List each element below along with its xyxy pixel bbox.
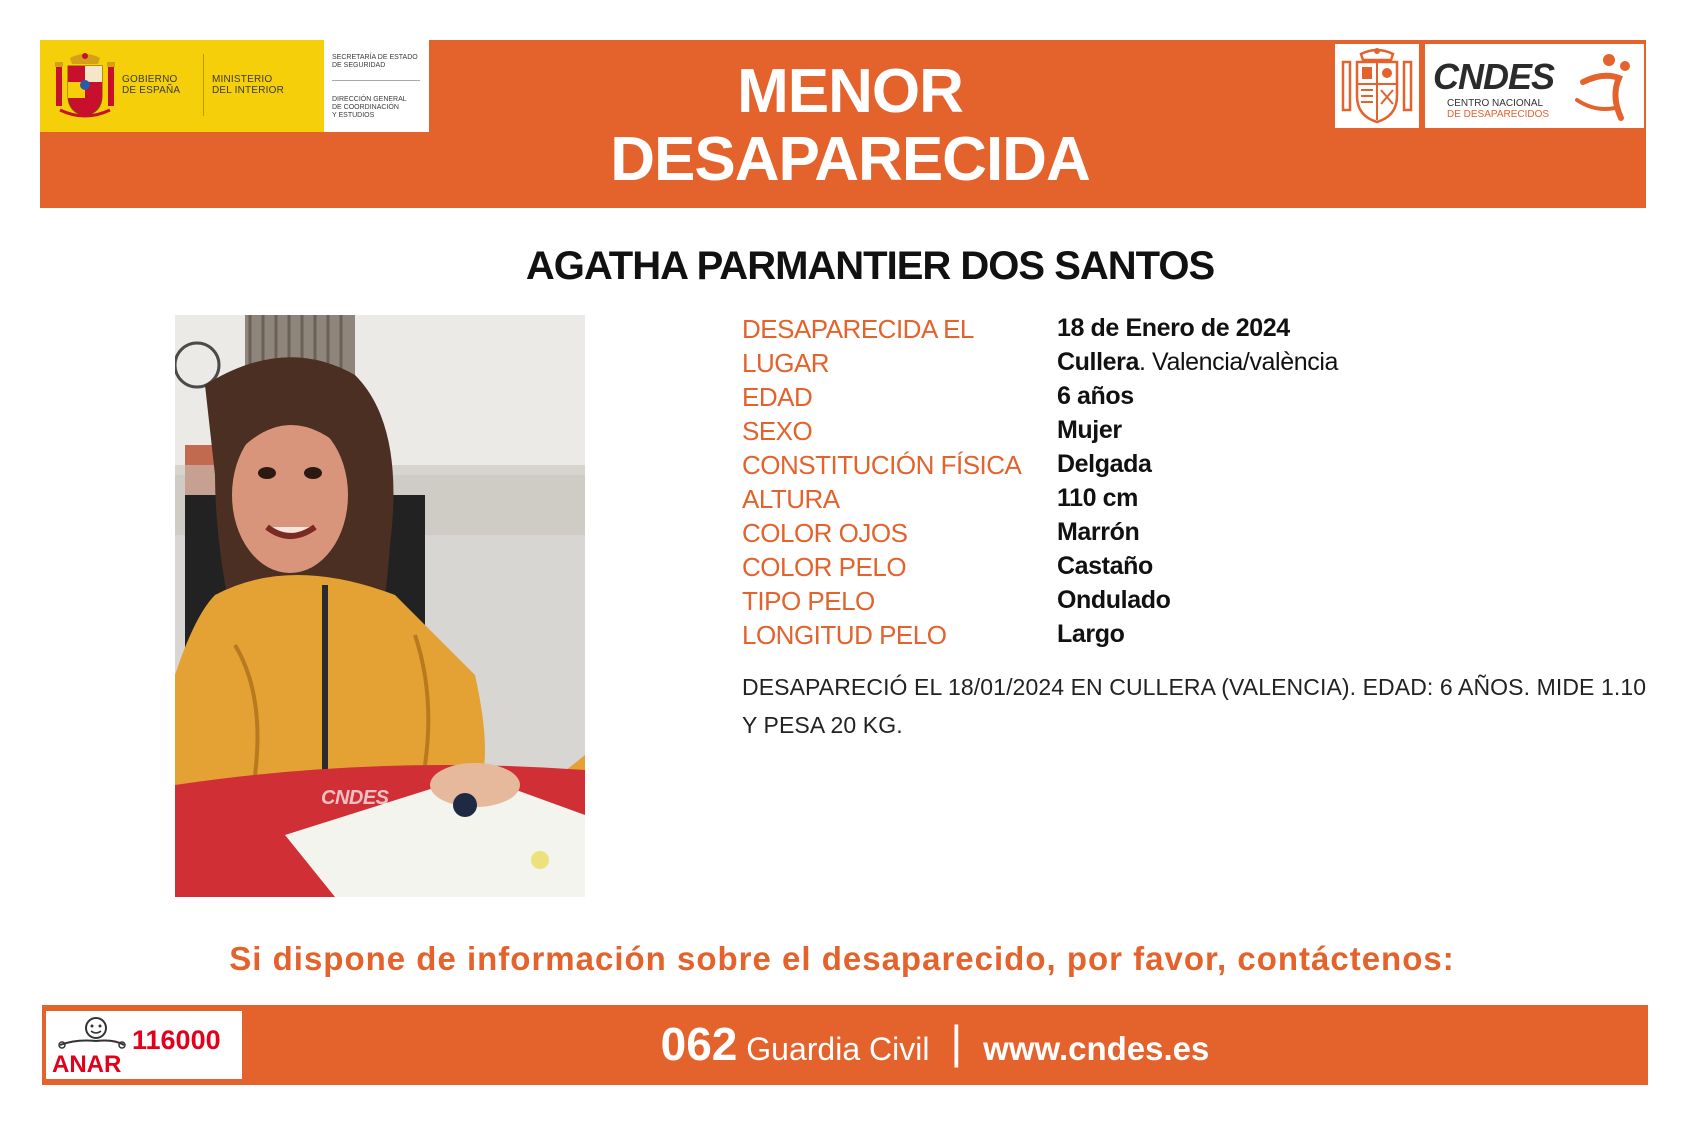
cndes-subtitle-line1: CENTRO NACIONAL: [1447, 98, 1544, 109]
detail-label: COLOR PELO: [742, 552, 907, 582]
government-logo-block: [40, 40, 429, 132]
detail-value: [1057, 484, 1138, 513]
detail-label: LONGITUD PELO: [742, 620, 947, 650]
detail-label: EDAD: [742, 382, 813, 412]
spain-coat-of-arms-icon: [54, 52, 116, 120]
detail-value-text: Ondulado: [1057, 586, 1171, 614]
detail-row-desaparecida: [742, 314, 1642, 348]
gobierno-line1: GOBIERNO: [122, 74, 178, 85]
detail-label: SEXO: [742, 416, 813, 446]
phone-number[interactable]: 062: [660, 1018, 738, 1070]
cndes-logo: [1425, 44, 1644, 128]
escudo-logo: [1335, 44, 1419, 128]
detail-value: [1057, 450, 1151, 479]
detail-value: [1057, 314, 1290, 343]
detail-row-sexo: [742, 416, 1642, 450]
missing-person-name: AGATHA PARMANTIER DOS SANTOS: [525, 244, 1215, 288]
detail-value-region: . Valencia/valència: [1138, 348, 1338, 376]
ministerio-line1: MINISTERIO: [212, 74, 273, 85]
detail-row-lugar: [742, 348, 1642, 382]
title-line2: DESAPARECIDA: [610, 125, 1090, 194]
detail-label: DESAPARECIDA EL: [742, 314, 974, 344]
detail-value-text: Castaño: [1057, 552, 1153, 580]
detail-label: COLOR OJOS: [742, 518, 908, 548]
photo-watermark: CNDES: [321, 787, 389, 809]
secretaria-line1: SECRETARÍA DE ESTADO: [332, 54, 418, 61]
anar-wordmark: ANAR: [52, 1051, 122, 1078]
detail-value: [1057, 620, 1124, 649]
anar-child-icon: [56, 1015, 126, 1055]
detail-row-constitucion: [742, 450, 1642, 484]
ministerio-label: [212, 74, 284, 96]
description-text: DESAPARECIÓ EL 18/01/2024 EN CULLERA (VALENCIA). EDAD: 6 AÑOS. MIDE 1.10 Y PESA 20 KG.: [742, 674, 1647, 738]
direccion-line2: DE COORDINACIÓN: [332, 104, 399, 111]
detail-label: ALTURA: [742, 484, 840, 514]
secretaria-logo: [324, 40, 429, 132]
website-link[interactable]: www.cndes.es: [983, 1030, 1210, 1067]
details-table: [742, 314, 1642, 654]
detail-value: [1057, 586, 1170, 615]
cndes-figure-icon: [1575, 52, 1637, 122]
detail-value: [1057, 416, 1122, 445]
gobierno-ministerio-logo: [40, 40, 324, 132]
contact-line: [222, 1017, 1648, 1071]
contact-prompt: Si dispone de información sobre el desaparecido, por favor, contáctenos:: [229, 940, 1455, 977]
phone-agency: Guardia Civil: [746, 1031, 930, 1067]
detail-value: [1057, 382, 1134, 411]
header-banner: [40, 40, 1646, 208]
anar-phone-number[interactable]: 116000: [132, 1025, 221, 1055]
detail-value-text: 110 cm: [1057, 484, 1139, 512]
detail-value: [1057, 518, 1139, 547]
detail-value: [1057, 552, 1153, 581]
direccion-line3: Y ESTUDIOS: [332, 112, 375, 119]
detail-value-text: Marrón: [1057, 518, 1140, 546]
detail-value-text: 18 de Enero de 2024: [1057, 314, 1290, 342]
detail-label: CONSTITUCIÓN FÍSICA: [742, 450, 1022, 480]
cndes-logo-text: CNDES: [1433, 56, 1555, 97]
coat-of-arms-icon: [1335, 44, 1419, 128]
gobierno-label: [122, 74, 180, 96]
page-title: [420, 58, 1280, 194]
detail-row-longitud-pelo: [742, 620, 1642, 654]
footer-banner: [42, 1005, 1648, 1085]
divider: [332, 80, 420, 81]
title-line1: MENOR: [737, 57, 963, 126]
detail-label: TIPO PELO: [742, 586, 875, 616]
detail-row-color-ojos: [742, 518, 1642, 552]
cndes-subtitle-line2: DE DESAPARECIDOS: [1447, 109, 1550, 120]
detail-value-city: Cullera: [1057, 348, 1139, 376]
separator: |: [950, 1016, 963, 1068]
detail-value-text: Largo: [1057, 620, 1125, 648]
detail-row-altura: [742, 484, 1642, 518]
detail-value-text: Delgada: [1057, 450, 1152, 478]
direccion-line1: DIRECCIÓN GENERAL: [332, 96, 407, 103]
cndes-wordmark: [1433, 56, 1554, 98]
divider: [203, 54, 204, 116]
detail-label: LUGAR: [742, 348, 830, 378]
detail-row-edad: [742, 382, 1642, 416]
detail-row-color-pelo: [742, 552, 1642, 586]
detail-value-text: 6 años: [1057, 382, 1134, 410]
direccion-label: [332, 96, 407, 120]
secretaria-label: [332, 54, 418, 70]
detail-row-tipo-pelo: [742, 586, 1642, 620]
gobierno-line2: DE ESPAÑA: [122, 85, 181, 96]
detail-value: [1057, 348, 1338, 377]
missing-person-photo: [175, 315, 585, 897]
anar-logo: [46, 1011, 242, 1079]
detail-value-text: Mujer: [1057, 416, 1122, 444]
secretaria-line2: DE SEGURIDAD: [332, 62, 386, 69]
ministerio-line2: DEL INTERIOR: [212, 85, 285, 96]
